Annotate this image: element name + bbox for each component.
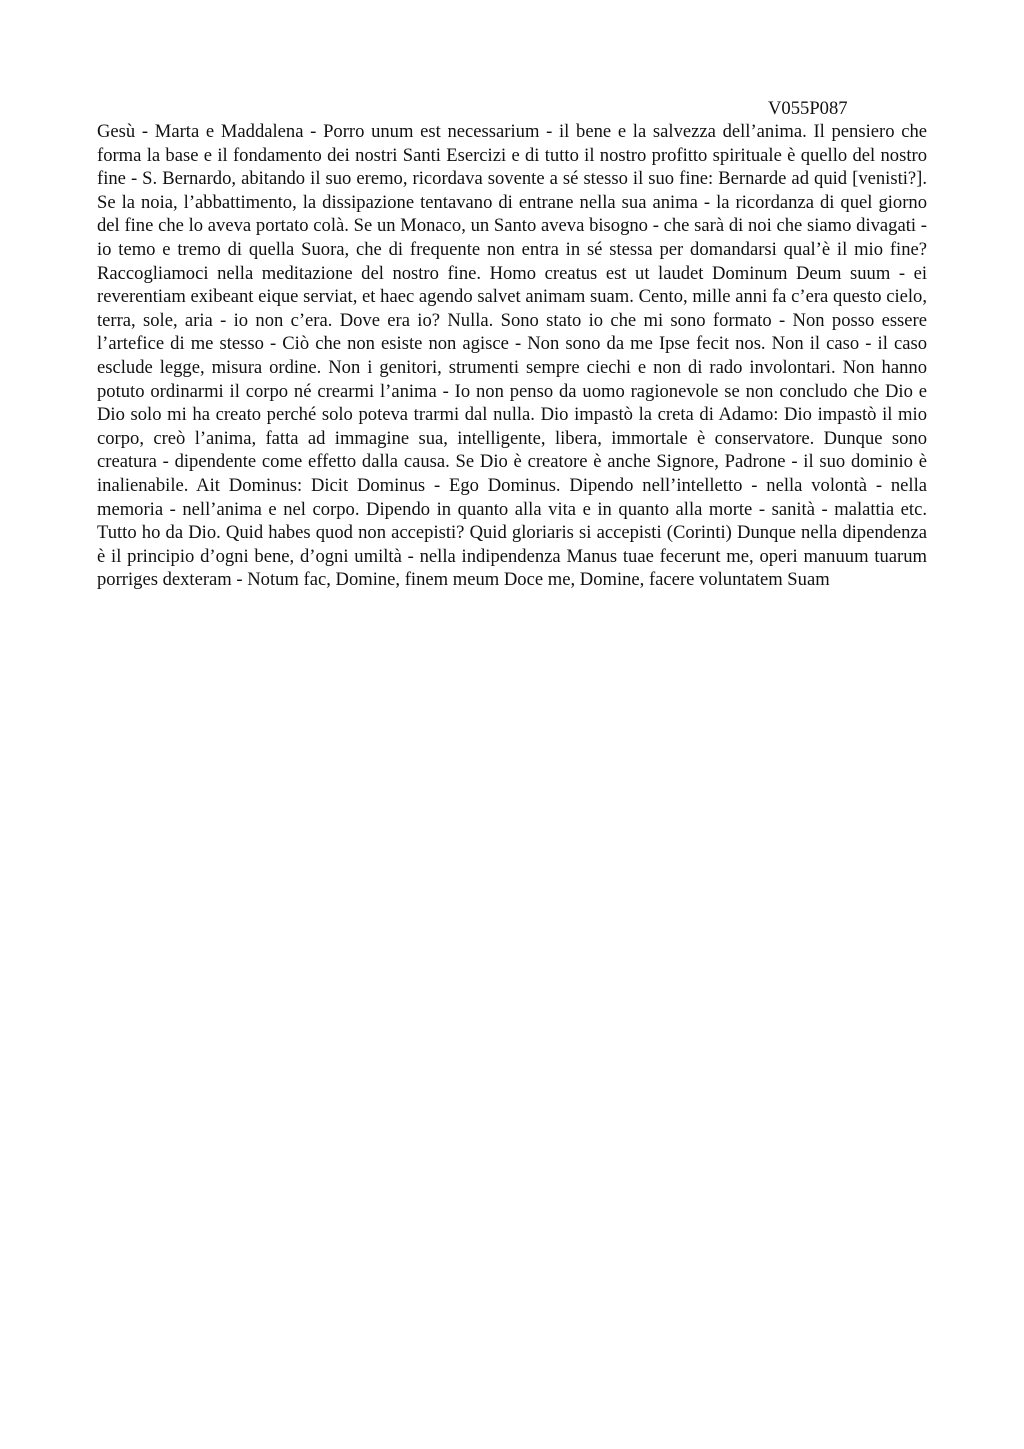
page-identifier: V055P087 <box>768 98 848 119</box>
body-paragraph: Gesù - Marta e Maddalena - Porro unum est necessarium - il bene e la salvezza dell’anima. Il pensiero che forma la base e il fondamento dei nostri Santi Esercizi e di tutto il nostro profitto spirituale è quello del nostro fine - S. Bernardo, abitando il suo eremo, ricordava sovente a sé stesso il suo fine: Bernarde ad quid [venisti?]. Se la noia, l’abbattimento, la dissipazione tentavano di entrane nella sua anima - la ricordanza di quel giorno del fine che lo aveva portato colà. Se un Monaco, un Santo aveva bisogno - che sarà di noi che siamo divagati - io temo e tremo di quella Suora, che di frequente non entra in sé stessa per domandarsi qual’è il mio fine? Raccogliamoci nella meditazione del nostro fine. Homo creatus est ut laudet Dominum Deum suum - ei reverentiam exibeant eique serviat, et haec agendo salvet animam suam. Cento, mille anni fa c’era questo cielo, terra, sole, aria - io non c’era. Dove era io? Nulla. Sono stato io che mi sono formato - Non posso essere l’artefice di me stesso - Ciò che non esiste non agisce - Non sono da me Ipse fecit nos. Non il caso - il caso esclude legge, misura ordine. Non i genitori, strumenti sempre ciechi e non di rado involontari. Non hanno potuto ordinarmi il corpo né crearmi l’anima - Io non penso da uomo ragionevole se non concludo che Dio e Dio solo mi ha creato perché solo poteva trarmi dal nulla. Dio impastò la creta di Adamo: Dio impastò il mio corpo, creò l’anima, fatta ad immagine sua, intelligente, libera, immortale è conservatore. Dunque sono creatura - dipendente come effetto dalla causa. Se Dio è creatore è anche Signore, Padrone - il suo dominio è inalienabile. Ait Dominus: Dicit Dominus - Ego Dominus. Dipendo nell’intelletto - nella volontà - nella memoria - nell’anima e nel corpo. Dipendo in quanto alla vita e in quanto alla morte - sanità - malattia etc. Tutto ho da Dio. Quid habes quod non accepisti? Quid gloriaris si accepisti (Corinti) Dunque nella dipendenza è il principio d’ogni bene, d’ogni umiltà - nella indipendenza Manus tuae fecerunt me, operi manuum tuarum porriges dexteram - Notum fac, Domine, finem meum Doce me, Domine, facere voluntatem Suam <box>97 121 927 591</box>
